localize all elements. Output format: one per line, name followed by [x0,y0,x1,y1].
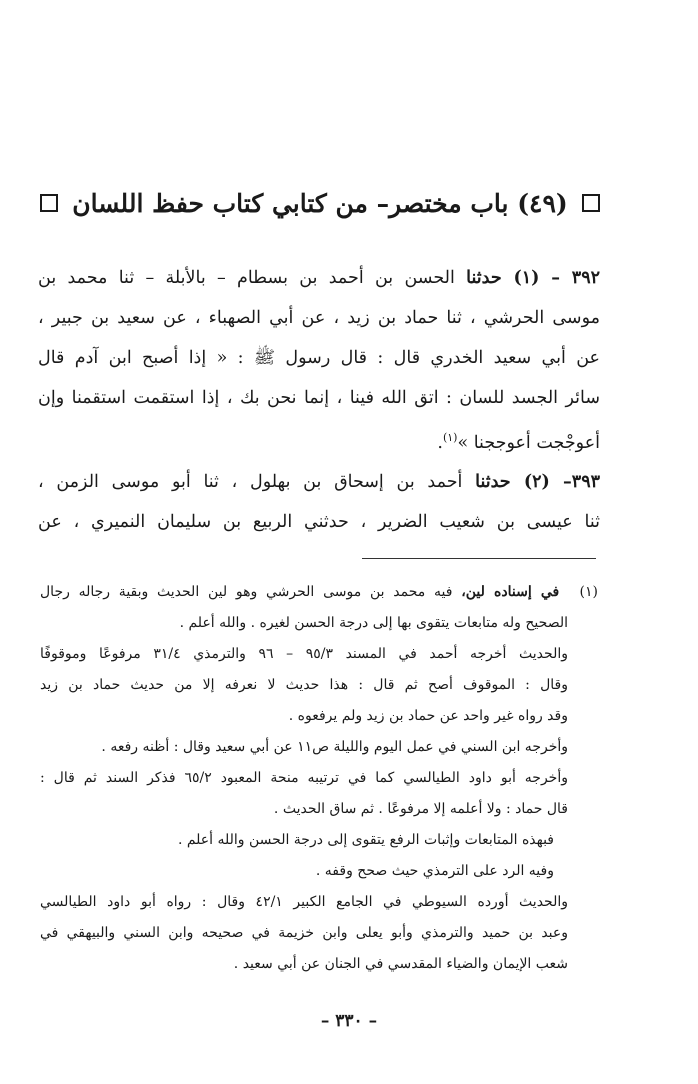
hadith-line [38,258,600,298]
page-number: – ٣٣٠ – [320,1011,378,1031]
footnote-lead: في إسناده لين، [461,584,560,600]
footnote-line: والحديث أخرجه أحمد في المسند ٩٥/٣ – ٩٦ والترمذي ٣١/٤ مرفوعًا وموقوفًا [40,646,568,662]
footnote-line: وأخرجه ابن السني في عمل اليوم والليلة ص١١ عن أبي سعيد وقال : أظنه رفعه . [101,739,568,755]
footnote-line: وأخرجه أبو داود الطيالسي كما في ترتيبه منحة المعبود ٦٥/٢ فذكر السند ثم قال : [40,770,568,786]
hadith-line: عن أبي سعيد الخدري قال : قال رسول ﷺ : « إذا أصبح ابن آدم قال [38,348,600,368]
square-ornament-icon [582,194,600,212]
hadith-392 [38,258,600,458]
hadith-line: موسى الحرشي ، ثنا حماد بن زيد ، عن أبي الصهباء ، عن سعيد بن جبير ، [38,308,600,328]
footnote-line: وقد رواه غير واحد عن حماد بن زيد ولم يرفعوه . [288,708,568,724]
chapter-heading [40,178,600,228]
footnote-line: والحديث أورده السيوطي في الجامع الكبير ٤٢/١ وقال : رواه أبو داود الطيالسي [40,894,568,910]
footnote-separator [362,558,596,559]
footnote-reference[interactable]: (١) [442,431,458,444]
footnote-marker: (١) [579,584,598,600]
chapter-title: (٤٩) باب مختصر– من كتابي كتاب حفظ اللسان [72,188,568,218]
footnote-line: شعب الإيمان والضياء المقدسي في الجنان عن أبي سعيد . [233,956,568,972]
footnote-line: فبهذه المتابعات وإثبات الرفع يتقوى إلى درجة الحسن والله أعلم . [177,832,554,848]
footnote-line [40,577,598,608]
footnote-text: فيه محمد بن موسى الحرشي وهو لين الحديث وبقية رجاله رجال [40,584,453,600]
hadith-text: أحمد بن إسحاق بن بهلول ، ثنا أبو موسى الزمن ، [38,472,463,492]
hadith-line: ثنا عيسى بن شعيب الضرير ، حدثني الربيع بن سليمان النميري ، عن [38,512,600,532]
square-ornament-icon [40,194,58,212]
hadith-line: سائر الجسد للسان : اتق الله فينا ، إنما نحن بك ، إذا استقمت استقمنا وإن [38,388,600,408]
footnote-line: قال حماد : ولا أعلمه إلا مرفوعًا . ثم ساق الحديث . [273,801,568,817]
hadith-number: ٣٩٢ – (١) حدثنا [466,268,600,288]
hadith-text: أعوجْجت أعوججنا » [457,432,600,453]
hadith-text: الحسن بن أحمد بن بسطام – بالأبلة – ثنا محمد بن [38,268,455,288]
hadith-text: . [437,432,443,453]
hadith-line [38,462,600,502]
footnote-line: وفيه الرد على الترمذي حيث صحح وقفه . [315,863,554,879]
footnotes [40,577,598,980]
footnote-line: وقال : الموقوف أصح ثم قال : هذا حديث لا نعرفه إلا من حديث حماد بن زيد [40,677,568,693]
footnote-line: الصحيح وله متابعات يتقوى بها إلى درجة الحسن لغيره . والله أعلم . [179,615,568,631]
hadith-line [38,418,600,458]
hadith-number: ٣٩٣– (٢) حدثنا [475,472,600,492]
footnote-line: وعبد بن حميد والترمذي وأبو يعلى وابن خزيمة في صحيحه وابن السني والبيهقي في [40,925,568,941]
hadith-393 [38,462,600,542]
